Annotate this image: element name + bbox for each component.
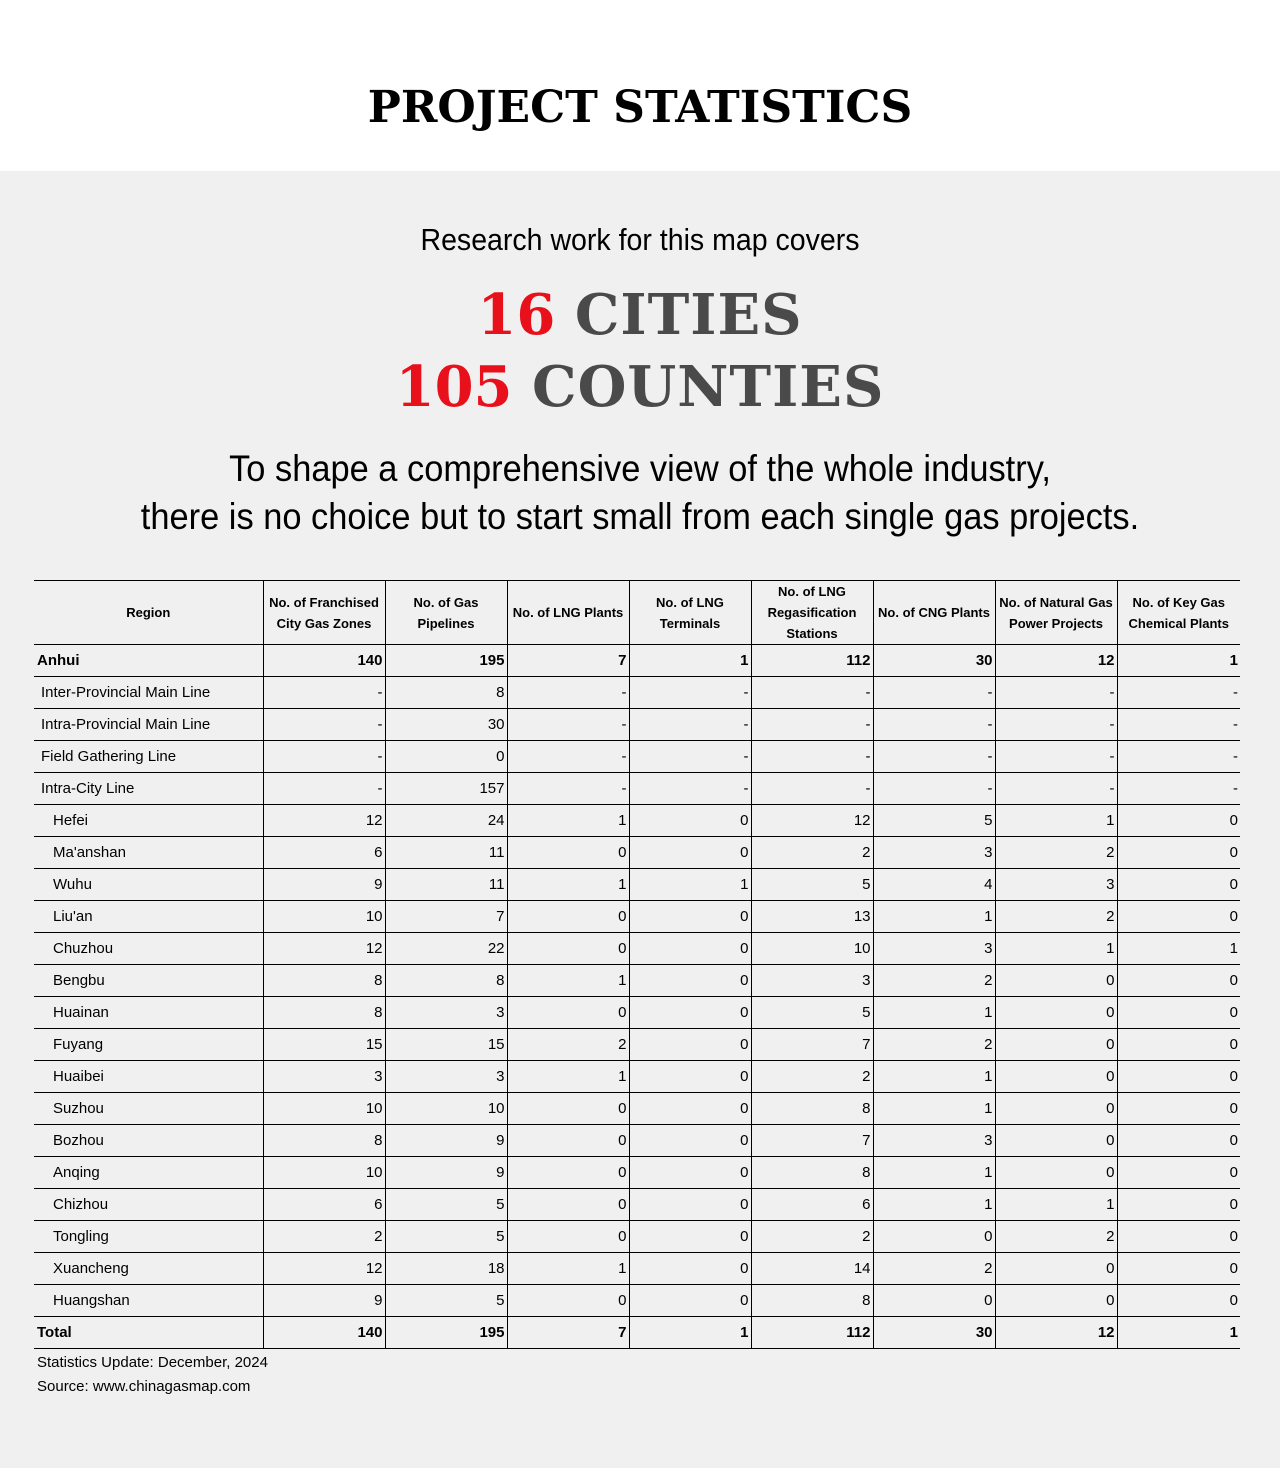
value-cell: 1 xyxy=(507,1253,629,1285)
value-cell: 0 xyxy=(1117,1157,1240,1189)
table-row xyxy=(34,933,1240,965)
value-cell: 8 xyxy=(263,997,385,1029)
value-cell: 0 xyxy=(629,1029,751,1061)
value-cell: 30 xyxy=(385,709,507,741)
value-cell: 0 xyxy=(385,741,507,773)
content-area xyxy=(0,171,1280,1468)
value-cell: - xyxy=(629,709,751,741)
table-row xyxy=(34,1029,1240,1061)
value-cell: 195 xyxy=(385,1317,507,1349)
value-cell: - xyxy=(1117,773,1240,805)
value-cell: 2 xyxy=(995,1221,1117,1253)
region-cell: Huainan xyxy=(34,997,263,1029)
value-cell: 0 xyxy=(995,1253,1117,1285)
tagline-line-2: there is no choice but to start small from each single gas projects. xyxy=(140,496,1140,537)
region-cell: Huaibei xyxy=(34,1061,263,1093)
value-cell: - xyxy=(1117,677,1240,709)
value-cell: 0 xyxy=(507,1125,629,1157)
value-cell: 11 xyxy=(385,869,507,901)
value-cell: 1 xyxy=(1117,933,1240,965)
value-cell: 0 xyxy=(1117,965,1240,997)
value-cell: - xyxy=(507,709,629,741)
value-cell: 0 xyxy=(507,933,629,965)
table-row xyxy=(34,837,1240,869)
value-cell: 0 xyxy=(507,997,629,1029)
value-cell: 12 xyxy=(263,805,385,837)
value-cell: 0 xyxy=(629,1221,751,1253)
value-cell: 7 xyxy=(507,1317,629,1349)
value-cell: 12 xyxy=(995,1317,1117,1349)
value-cell: 8 xyxy=(263,1125,385,1157)
value-cell: 0 xyxy=(629,933,751,965)
value-cell: 8 xyxy=(385,677,507,709)
region-cell: Inter-Provincial Main Line xyxy=(34,677,263,709)
table-row xyxy=(34,1093,1240,1125)
table-row xyxy=(34,709,1240,741)
value-cell: 1 xyxy=(1117,1317,1240,1349)
column-header: No. of Key Gas Chemical Plants xyxy=(1117,581,1240,645)
table-row xyxy=(34,645,1240,677)
region-cell: Wuhu xyxy=(34,869,263,901)
value-cell: 0 xyxy=(1117,1029,1240,1061)
value-cell: 8 xyxy=(263,965,385,997)
value-cell: 3 xyxy=(751,965,873,997)
value-cell: 5 xyxy=(751,997,873,1029)
value-cell: 0 xyxy=(629,901,751,933)
value-cell: 0 xyxy=(1117,805,1240,837)
region-cell: Bozhou xyxy=(34,1125,263,1157)
value-cell: 12 xyxy=(751,805,873,837)
value-cell: - xyxy=(751,773,873,805)
statistics-table xyxy=(34,580,1240,1349)
table-body xyxy=(34,645,1240,1349)
cities-count-line xyxy=(0,283,1280,347)
value-cell: - xyxy=(751,709,873,741)
value-cell: 7 xyxy=(507,645,629,677)
value-cell: 0 xyxy=(995,1061,1117,1093)
title-banner xyxy=(0,0,1280,171)
region-cell: Huangshan xyxy=(34,1285,263,1317)
value-cell: - xyxy=(1117,741,1240,773)
value-cell: 22 xyxy=(385,933,507,965)
value-cell: 24 xyxy=(385,805,507,837)
value-cell: 1 xyxy=(995,933,1117,965)
value-cell: - xyxy=(507,773,629,805)
value-cell: 0 xyxy=(1117,1125,1240,1157)
value-cell: 0 xyxy=(1117,1253,1240,1285)
footer-notes xyxy=(37,1351,268,1399)
region-cell: Fuyang xyxy=(34,1029,263,1061)
value-cell: 6 xyxy=(263,837,385,869)
value-cell: - xyxy=(1117,709,1240,741)
value-cell: 0 xyxy=(507,1221,629,1253)
value-cell: 2 xyxy=(751,1221,873,1253)
value-cell: 0 xyxy=(1117,1189,1240,1221)
value-cell: 3 xyxy=(873,1125,995,1157)
region-cell: Liu'an xyxy=(34,901,263,933)
value-cell: - xyxy=(507,741,629,773)
value-cell: - xyxy=(873,677,995,709)
value-cell: 0 xyxy=(629,805,751,837)
statistics-update-date: Statistics Update: December, 2024 xyxy=(37,1354,268,1371)
value-cell: - xyxy=(507,677,629,709)
column-header: No. of CNG Plants xyxy=(873,581,995,645)
value-cell: 6 xyxy=(263,1189,385,1221)
value-cell: 9 xyxy=(385,1125,507,1157)
value-cell: - xyxy=(629,741,751,773)
value-cell: 8 xyxy=(751,1157,873,1189)
value-cell: 3 xyxy=(873,933,995,965)
table-row xyxy=(34,1061,1240,1093)
value-cell: - xyxy=(873,741,995,773)
table-row xyxy=(34,773,1240,805)
value-cell: 5 xyxy=(751,869,873,901)
value-cell: - xyxy=(995,677,1117,709)
value-cell: 2 xyxy=(873,1029,995,1061)
value-cell: 10 xyxy=(263,1093,385,1125)
region-cell: Intra-City Line xyxy=(34,773,263,805)
value-cell: 1 xyxy=(629,869,751,901)
value-cell: 2 xyxy=(873,1253,995,1285)
value-cell: 2 xyxy=(263,1221,385,1253)
value-cell: 8 xyxy=(385,965,507,997)
column-header: No. of Franchised City Gas Zones xyxy=(263,581,385,645)
value-cell: - xyxy=(263,741,385,773)
table-row xyxy=(34,1285,1240,1317)
value-cell: 1 xyxy=(995,805,1117,837)
value-cell: 9 xyxy=(263,1285,385,1317)
value-cell: 2 xyxy=(995,901,1117,933)
value-cell: 1 xyxy=(629,645,751,677)
value-cell: 4 xyxy=(873,869,995,901)
value-cell: 0 xyxy=(995,1157,1117,1189)
value-cell: 0 xyxy=(507,1189,629,1221)
value-cell: 0 xyxy=(629,1157,751,1189)
table-row xyxy=(34,901,1240,933)
value-cell: - xyxy=(873,773,995,805)
tagline-line-1: To shape a comprehensive view of the whole industry, xyxy=(229,448,1051,489)
value-cell: 30 xyxy=(873,645,995,677)
region-cell: Intra-Provincial Main Line xyxy=(34,709,263,741)
table-row xyxy=(34,997,1240,1029)
value-cell: 2 xyxy=(873,965,995,997)
value-cell: 12 xyxy=(995,645,1117,677)
cities-label: CITIES xyxy=(574,282,803,348)
value-cell: - xyxy=(995,709,1117,741)
value-cell: 0 xyxy=(995,1093,1117,1125)
value-cell: 5 xyxy=(873,805,995,837)
cities-count: 16 xyxy=(477,282,556,348)
value-cell: 5 xyxy=(385,1285,507,1317)
region-cell: Hefei xyxy=(34,805,263,837)
table-row xyxy=(34,805,1240,837)
value-cell: - xyxy=(629,773,751,805)
region-cell: Xuancheng xyxy=(34,1253,263,1285)
value-cell: 10 xyxy=(385,1093,507,1125)
value-cell: 15 xyxy=(385,1029,507,1061)
value-cell: 7 xyxy=(751,1029,873,1061)
value-cell: 2 xyxy=(995,837,1117,869)
region-cell: Ma'anshan xyxy=(34,837,263,869)
table-row xyxy=(34,677,1240,709)
page-title: PROJECT STATISTICS xyxy=(367,82,913,133)
value-cell: 0 xyxy=(507,901,629,933)
table-row xyxy=(34,1221,1240,1253)
value-cell: 10 xyxy=(263,901,385,933)
value-cell: 9 xyxy=(385,1157,507,1189)
value-cell: 10 xyxy=(751,933,873,965)
value-cell: 1 xyxy=(873,901,995,933)
value-cell: 2 xyxy=(507,1029,629,1061)
region-cell: Field Gathering Line xyxy=(34,741,263,773)
value-cell: 0 xyxy=(995,1285,1117,1317)
table-row xyxy=(34,1125,1240,1157)
value-cell: 8 xyxy=(751,1285,873,1317)
value-cell: 30 xyxy=(873,1317,995,1349)
table-row xyxy=(34,1157,1240,1189)
value-cell: - xyxy=(263,773,385,805)
counties-count: 105 xyxy=(395,354,513,420)
value-cell: 1 xyxy=(1117,645,1240,677)
value-cell: 1 xyxy=(507,1061,629,1093)
column-header: No. of LNG Plants xyxy=(507,581,629,645)
region-cell: Bengbu xyxy=(34,965,263,997)
value-cell: 0 xyxy=(1117,1285,1240,1317)
region-cell: Anqing xyxy=(34,1157,263,1189)
value-cell: - xyxy=(751,741,873,773)
value-cell: 3 xyxy=(873,837,995,869)
value-cell: 0 xyxy=(629,837,751,869)
value-cell: 8 xyxy=(751,1093,873,1125)
table-row xyxy=(34,1189,1240,1221)
value-cell: 0 xyxy=(629,997,751,1029)
value-cell: 0 xyxy=(1117,1093,1240,1125)
value-cell: 2 xyxy=(751,837,873,869)
value-cell: 112 xyxy=(751,1317,873,1349)
value-cell: 0 xyxy=(995,997,1117,1029)
value-cell: 0 xyxy=(629,1125,751,1157)
value-cell: 0 xyxy=(1117,1221,1240,1253)
value-cell: - xyxy=(995,741,1117,773)
value-cell: 0 xyxy=(507,837,629,869)
table-row xyxy=(34,1253,1240,1285)
value-cell: 5 xyxy=(385,1221,507,1253)
tagline xyxy=(45,445,1235,541)
value-cell: 0 xyxy=(507,1285,629,1317)
value-cell: - xyxy=(263,677,385,709)
value-cell: 3 xyxy=(995,869,1117,901)
value-cell: 157 xyxy=(385,773,507,805)
value-cell: 1 xyxy=(873,997,995,1029)
value-cell: 0 xyxy=(995,1029,1117,1061)
value-cell: 0 xyxy=(1117,997,1240,1029)
value-cell: 195 xyxy=(385,645,507,677)
table-row xyxy=(34,1317,1240,1349)
value-cell: 0 xyxy=(1117,869,1240,901)
value-cell: - xyxy=(995,773,1117,805)
value-cell: 18 xyxy=(385,1253,507,1285)
value-cell: 1 xyxy=(629,1317,751,1349)
table-row xyxy=(34,741,1240,773)
value-cell: - xyxy=(873,709,995,741)
value-cell: 11 xyxy=(385,837,507,869)
value-cell: 2 xyxy=(751,1061,873,1093)
value-cell: 0 xyxy=(1117,1061,1240,1093)
value-cell: 0 xyxy=(629,1189,751,1221)
value-cell: 12 xyxy=(263,933,385,965)
value-cell: 9 xyxy=(263,869,385,901)
value-cell: 0 xyxy=(1117,901,1240,933)
value-cell: 1 xyxy=(873,1157,995,1189)
value-cell: 13 xyxy=(751,901,873,933)
value-cell: 1 xyxy=(507,869,629,901)
value-cell: - xyxy=(263,709,385,741)
value-cell: 1 xyxy=(873,1093,995,1125)
column-header: Region xyxy=(34,581,263,645)
value-cell: 3 xyxy=(263,1061,385,1093)
value-cell: 0 xyxy=(1117,837,1240,869)
value-cell: 3 xyxy=(385,997,507,1029)
source-credit: Source: www.chinagasmap.com xyxy=(37,1378,251,1395)
region-cell: Anhui xyxy=(34,645,263,677)
value-cell: 0 xyxy=(873,1285,995,1317)
value-cell: 0 xyxy=(507,1093,629,1125)
value-cell: 7 xyxy=(751,1125,873,1157)
value-cell: 14 xyxy=(751,1253,873,1285)
column-header: No. of Natural Gas Power Projects xyxy=(995,581,1117,645)
value-cell: 1 xyxy=(873,1061,995,1093)
table-header-row xyxy=(34,581,1240,645)
column-header: No. of LNG Regasification Stations xyxy=(751,581,873,645)
region-cell: Total xyxy=(34,1317,263,1349)
table-row xyxy=(34,869,1240,901)
value-cell: 0 xyxy=(995,1125,1117,1157)
region-cell: Chizhou xyxy=(34,1189,263,1221)
value-cell: 12 xyxy=(263,1253,385,1285)
value-cell: 140 xyxy=(263,1317,385,1349)
value-cell: 1 xyxy=(507,805,629,837)
value-cell: 1 xyxy=(507,965,629,997)
value-cell: - xyxy=(629,677,751,709)
value-cell: 6 xyxy=(751,1189,873,1221)
value-cell: 7 xyxy=(385,901,507,933)
value-cell: - xyxy=(751,677,873,709)
region-cell: Tongling xyxy=(34,1221,263,1253)
statistics-table-container xyxy=(34,580,1240,1349)
value-cell: 0 xyxy=(629,1093,751,1125)
column-header: No. of Gas Pipelines xyxy=(385,581,507,645)
value-cell: 0 xyxy=(629,1285,751,1317)
region-cell: Chuzhou xyxy=(34,933,263,965)
value-cell: 140 xyxy=(263,645,385,677)
value-cell: 0 xyxy=(873,1221,995,1253)
counties-label: COUNTIES xyxy=(532,354,885,420)
value-cell: 0 xyxy=(995,965,1117,997)
value-cell: 5 xyxy=(385,1189,507,1221)
counties-count-line xyxy=(0,355,1280,419)
value-cell: 0 xyxy=(629,965,751,997)
value-cell: 1 xyxy=(995,1189,1117,1221)
value-cell: 3 xyxy=(385,1061,507,1093)
table-row xyxy=(34,965,1240,997)
coverage-intro-text: Research work for this map covers xyxy=(420,222,860,257)
column-header: No. of LNG Terminals xyxy=(629,581,751,645)
value-cell: 10 xyxy=(263,1157,385,1189)
value-cell: 112 xyxy=(751,645,873,677)
value-cell: 0 xyxy=(629,1061,751,1093)
value-cell: 0 xyxy=(629,1253,751,1285)
value-cell: 15 xyxy=(263,1029,385,1061)
value-cell: 1 xyxy=(873,1189,995,1221)
value-cell: 0 xyxy=(507,1157,629,1189)
region-cell: Suzhou xyxy=(34,1093,263,1125)
